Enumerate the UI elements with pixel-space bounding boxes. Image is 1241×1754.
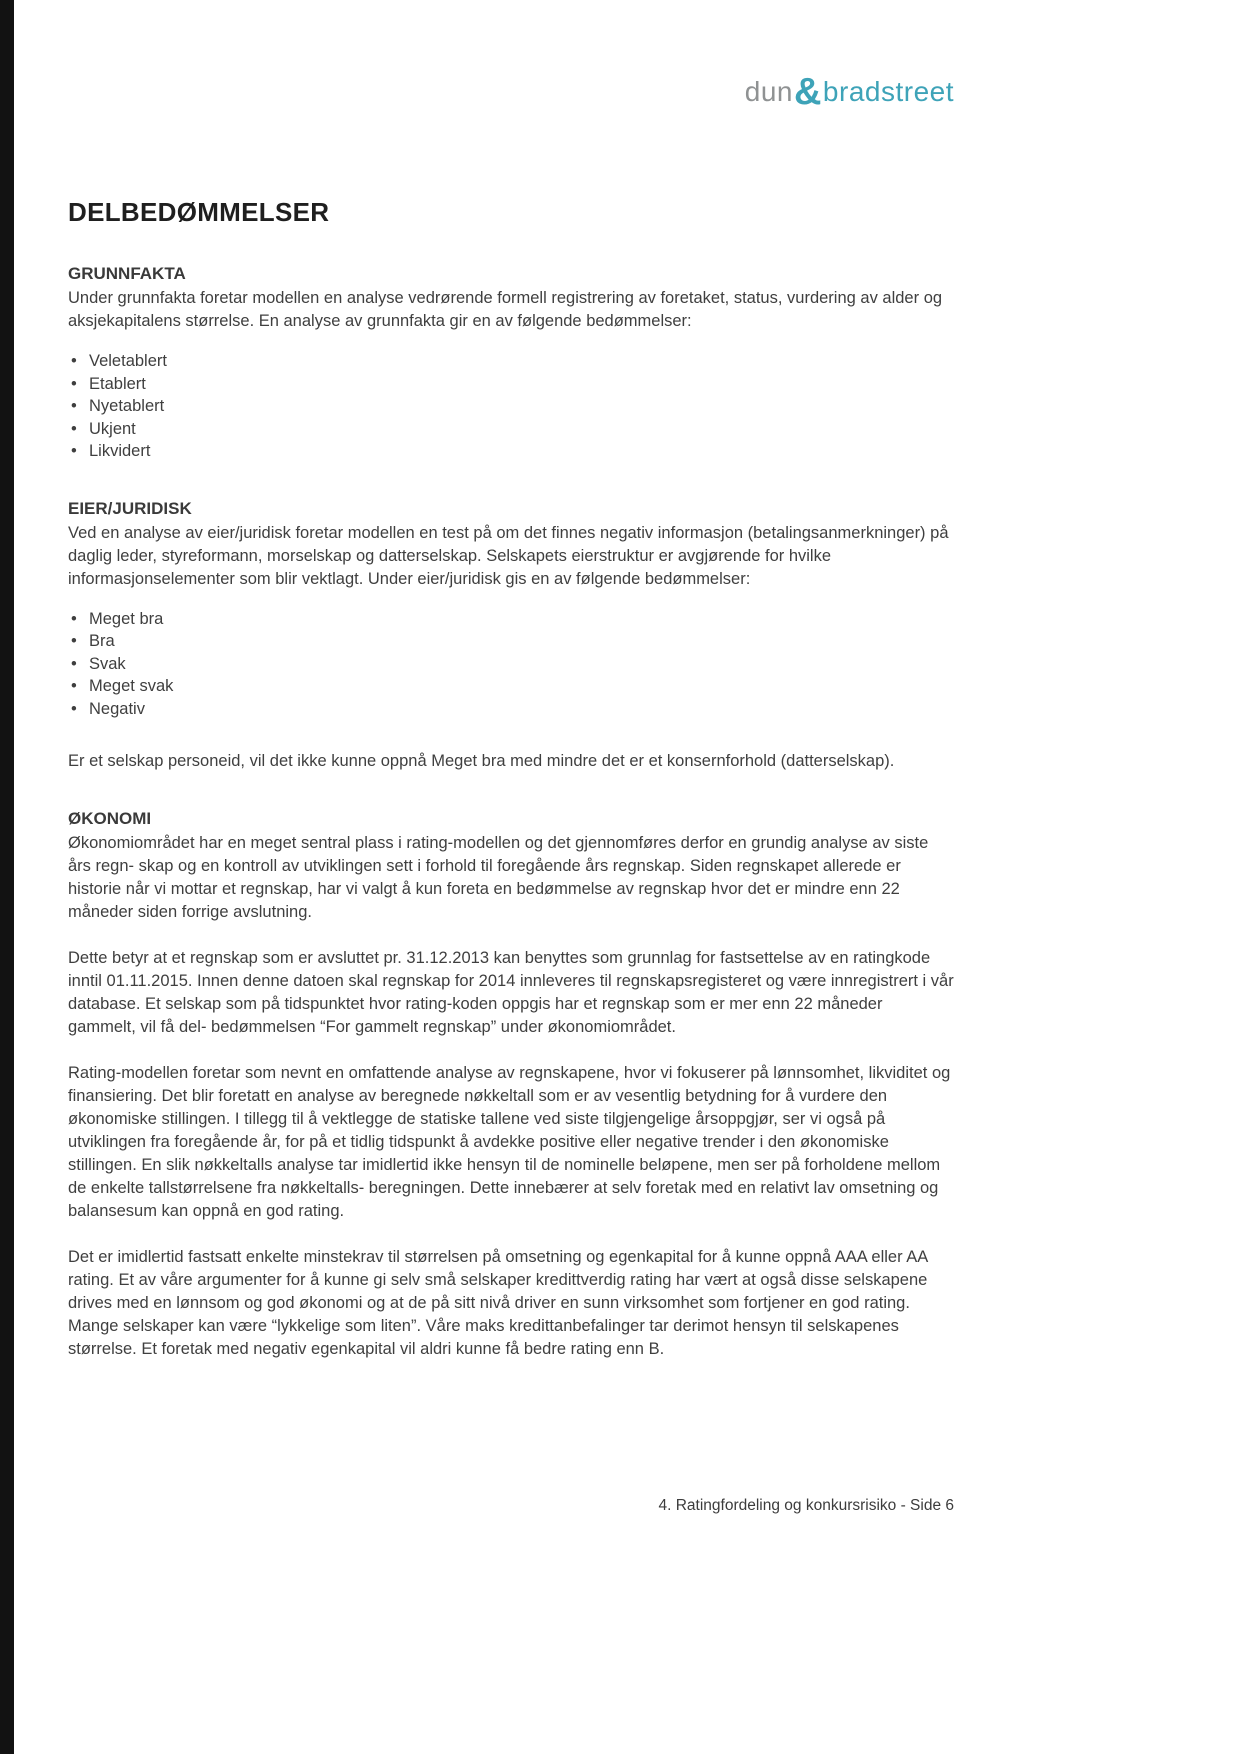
list-item: • Svak (68, 653, 954, 676)
list-item: • Likvidert (68, 440, 954, 463)
section-heading-okonomi: ØKONOMI (68, 809, 152, 828)
page-footer: 4. Ratingfordeling og konkursrisiko - Side 6 (658, 1497, 954, 1514)
section-intro-grunnfakta: Under grunnfakta foretar modellen en analyse vedrørende formell registrering av foretaket, status, vurdering av alder og aksjekapitalens størrelse. En analyse av grunnfakta gir en av følgende bedømmelser: (68, 289, 943, 330)
list-item: • Etablert (68, 373, 954, 396)
list-item: • Bra (68, 630, 954, 653)
section-eier-juridisk (68, 499, 954, 774)
okonomi-paragraph: Rating-modellen foretar som nevnt en omfattende analyse av regnskapene, hvor vi fokuserer på lønnsomhet, likviditet og finansiering. Det blir foretatt en analyse av beregnede nøkkeltall som er av vesentlig betydning for å vurdere den økonomiske stillingen. I tillegg til å vektlegge de statiske tallene ved siste tilgjengelige årsoppgjør, ser vi også på utviklingen fra foregående år, for på et tidlig tidspunkt å avdekke positive eller negative trender i den økonomiske stillingen. En slik nøkkeltalls analyse tar imidlertid ikke hensyn til de nominelle beløpene, men ser på forholdene mellom de enkelte tallstørrelsene fra nøkkeltalls- beregningen. Dette innebærer at selv foretak med en relativt lav omsetning og balansesum kan oppnå en god rating. (68, 1064, 951, 1220)
left-edge-bar (0, 0, 14, 1754)
page-title: DELBEDØMMELSER (68, 197, 330, 227)
grunnfakta-assessment-list (68, 350, 954, 463)
section-intro-eier-juridisk: Ved en analyse av eier/juridisk foretar modellen en test på om det finnes negativ informasjon (betalingsanmerkninger) på daglig leder, styreformann, morselskap og datterselskap. Selskapets eierstruktur er avgjørende for hvilke informasjonselementer som blir vektlagt. Under eier/juridisk gis en av følgende bedømmelser: (68, 523, 949, 588)
section-heading-eier-juridisk: EIER/JURIDISK (68, 498, 192, 518)
okonomi-paragraph: Det er imidlertid fastsatt enkelte minstekrav til størrelsen på omsetning og egenkapital for å kunne oppnå AAA eller AA rating. Et av våre argumenter for å kunne gi selv små selskaper kredittverdig rating har vært at også disse selskapene drives med en lønnsom og god økonomi og at de på sitt nivå driver en sunn virksomhet som fortjener en god rating. Mange selskaper kan være “lykkelige som liten”. Våre maks kredittanbefalinger tar derimot hensyn til selskapenes størrelse. Et foretak med negativ egenkapital vil aldri kunne få bedre rating enn B. (68, 1248, 928, 1358)
list-item: • Meget svak (68, 675, 954, 698)
okonomi-paragraph: Økonomiområdet har en meget sentral plass i rating-modellen og det gjennomføres derfor en grundig analyse av siste års regn- skap og en kontroll av utviklingen sett i forhold til foregående års regnskap. Siden regnskapet allerede er historie når vi mottar et regnskap, har vi valgt å kun foreta en bedømmelse av regnskap hvor det er mindre enn 22 måneder siden forrige avslutning. (68, 834, 929, 921)
list-item: • Veletablert (68, 350, 954, 373)
okonomi-paragraph: Dette betyr at et regnskap som er avsluttet pr. 31.12.2013 kan benyttes som grunnlag for fastsettelse av en ratingkode inntil 01.11.2015. Innen denne datoen skal regnskap for 2014 innleveres til regnskapsregisteret og være innregistrert i vår database. Et selskap som på tidspunktet hvor rating-koden oppgis har et regnskap som er mer enn 22 måneder gammelt, vil få del- bedømmelsen “For gammelt regnskap” under økonomiområdet. (68, 949, 954, 1036)
section-okonomi (68, 809, 954, 1361)
eier-juridisk-assessment-list (68, 608, 954, 721)
list-item: • Negativ (68, 698, 954, 721)
logo-ampersand-icon: & (793, 71, 822, 113)
list-item: • Ukjent (68, 418, 954, 441)
logo-text-dun: dun (744, 76, 793, 107)
list-item: • Nyetablert (68, 395, 954, 418)
eier-juridisk-note: Er et selskap personeid, vil det ikke kunne oppnå Meget bra med mindre det er et konsernforhold (datterselskap). (68, 752, 895, 770)
logo-text-bradstreet: bradstreet (822, 76, 954, 107)
list-item: • Meget bra (68, 608, 954, 631)
dun-bradstreet-logo (68, 0, 954, 111)
document-content (68, 0, 954, 1361)
section-heading-grunnfakta: GRUNNFAKTA (68, 264, 186, 283)
section-grunnfakta (68, 264, 954, 463)
